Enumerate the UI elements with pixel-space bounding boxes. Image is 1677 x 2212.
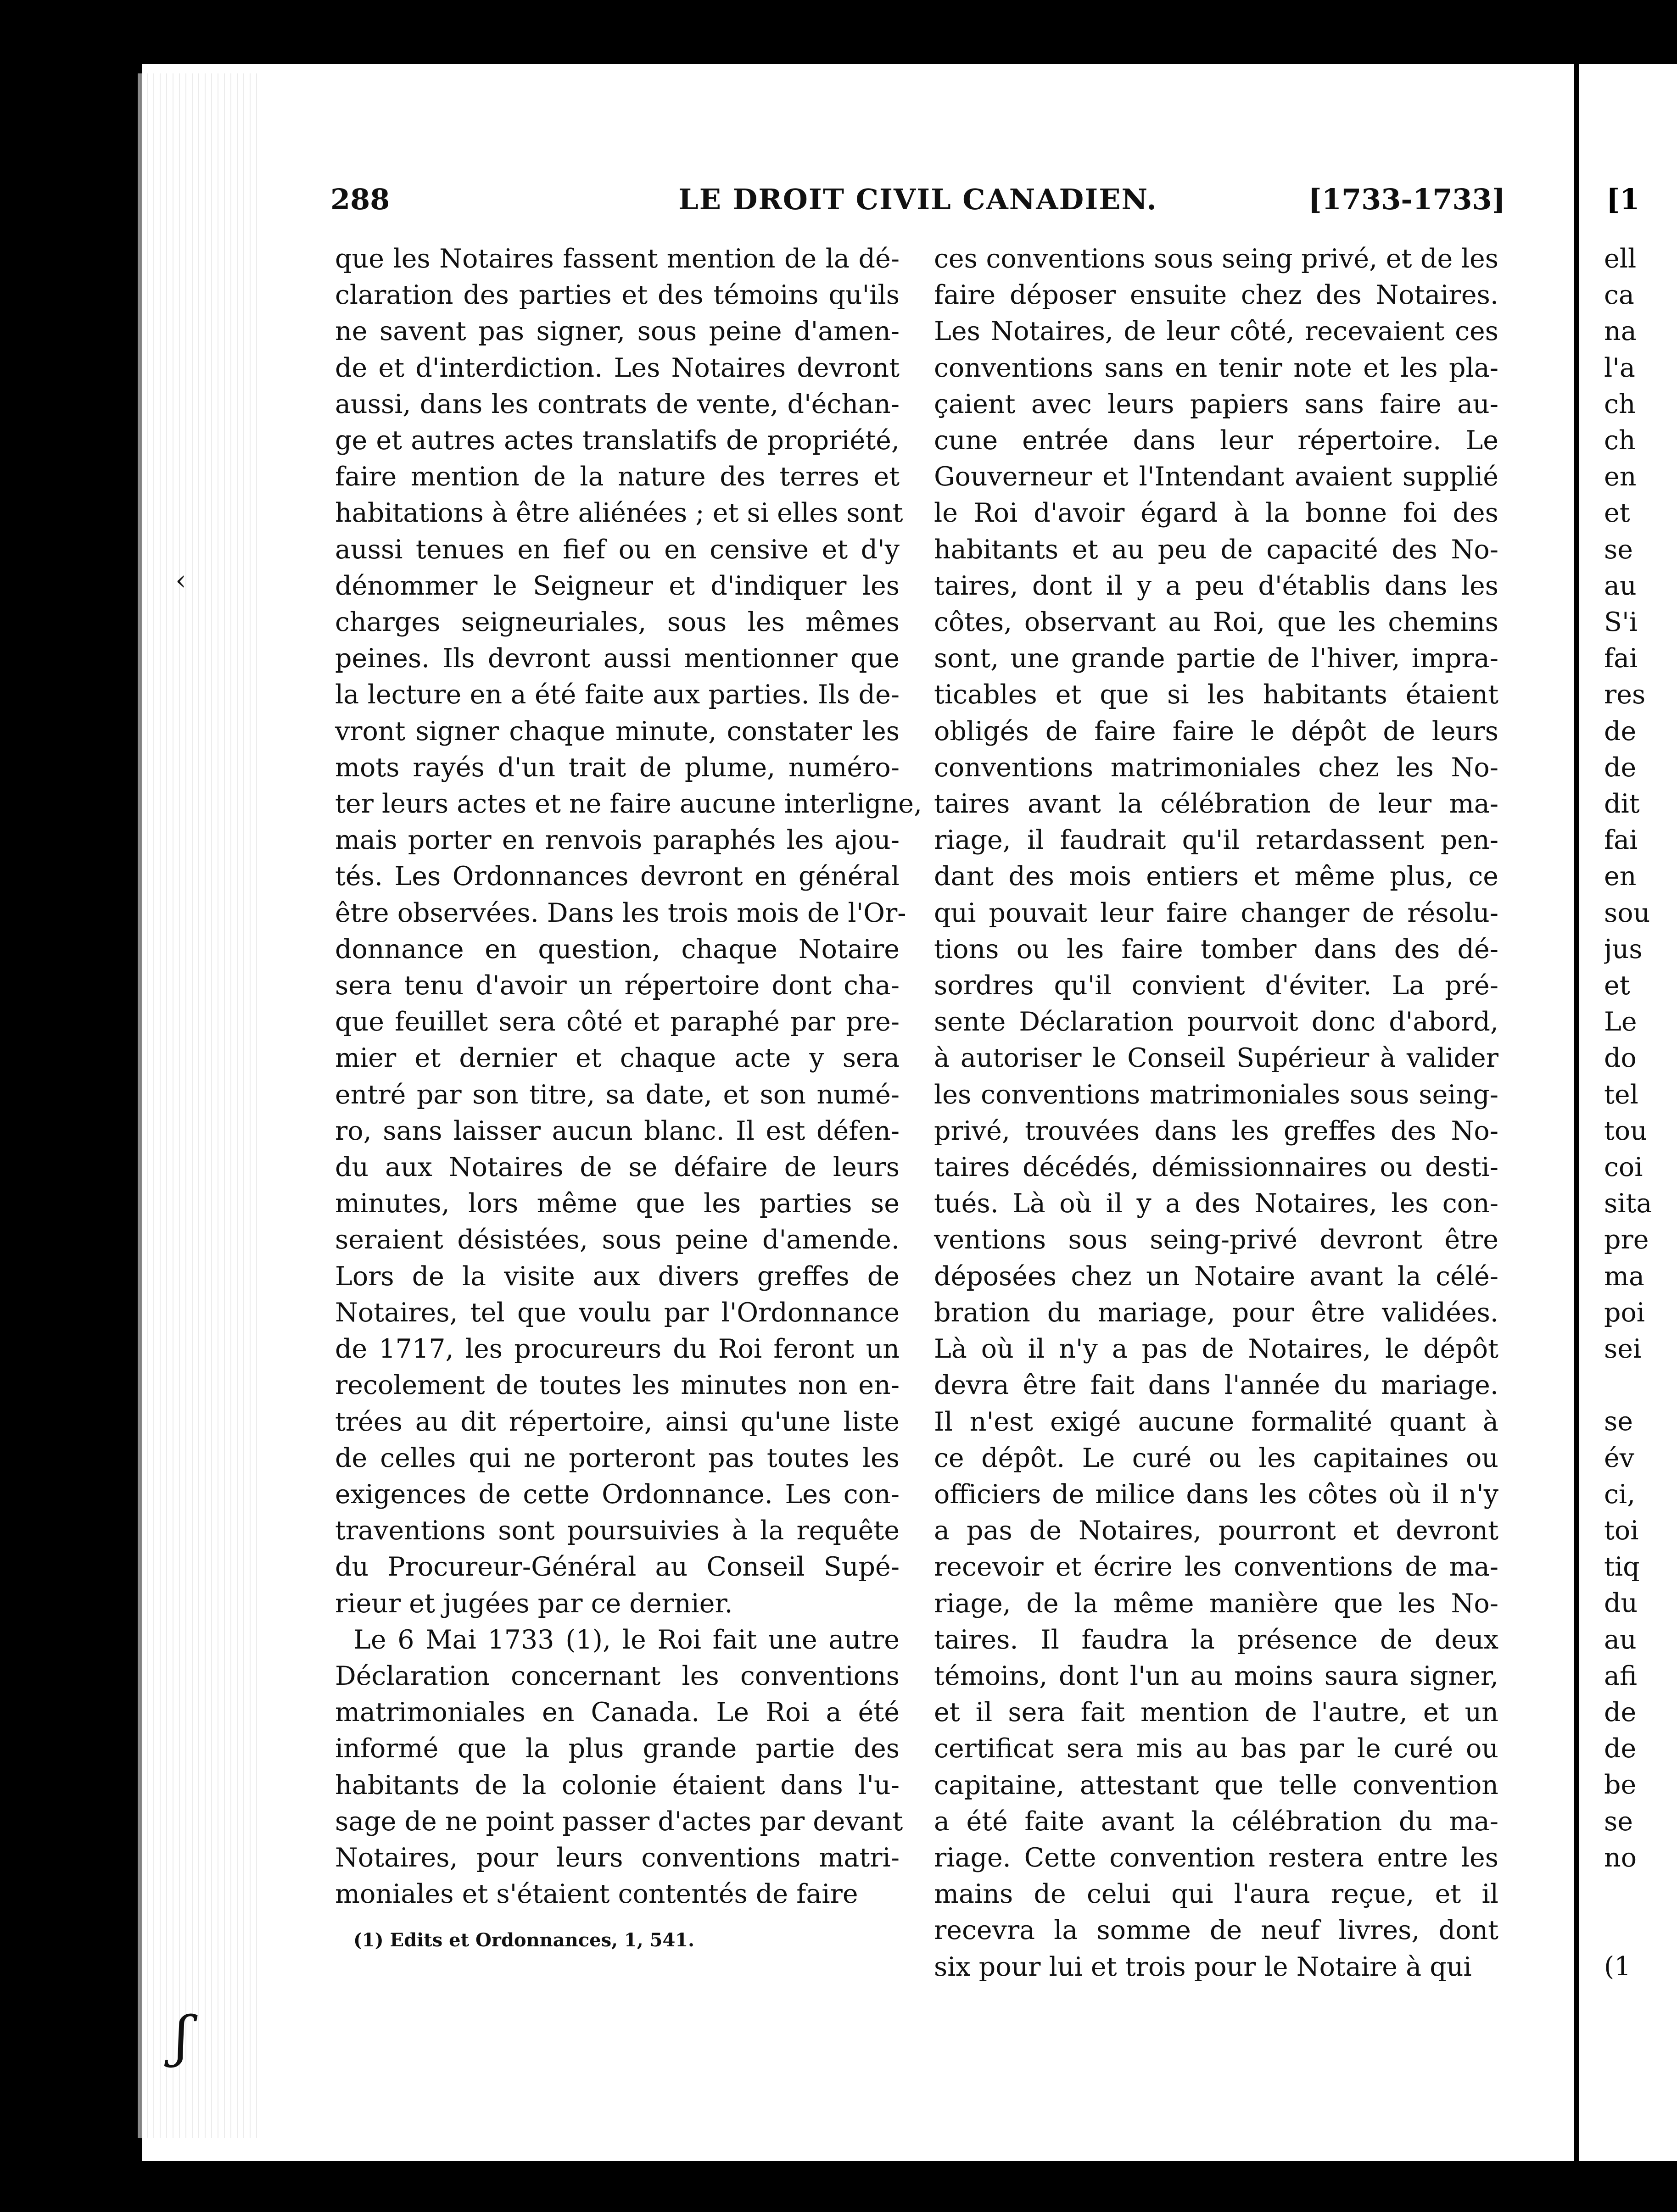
margin-mark: ‹ [175, 564, 186, 596]
text-line: a pas de Notaires, pourront et devront [934, 1516, 1498, 1546]
text-line: Il n'est exigé aucune formalité quant à [934, 1406, 1498, 1437]
text-line: de 1717, les procureurs du Roi feront un [335, 1334, 900, 1365]
next-page-line: se [1604, 1406, 1633, 1437]
text-line: çaient avec leurs papiers sans faire au- [934, 389, 1498, 419]
running-title: LE DROIT CIVIL CANADIEN. [678, 183, 1157, 216]
text-line: ge et autres actes translatifs de propriété, [335, 425, 900, 456]
text-line: qui pouvait leur faire changer de résolu- [934, 897, 1498, 928]
margin-scribble: ʃ [174, 2005, 190, 2069]
text-line: mots rayés d'un trait de plume, numéro- [335, 752, 900, 783]
running-header [330, 183, 1505, 224]
text-line: sordres qu'il convient d'éviter. La pré- [934, 970, 1498, 1001]
text-line: les conventions matrimoniales sous seing- [934, 1079, 1498, 1110]
text-line: témoins, dont l'un au moins saura signer, [934, 1660, 1498, 1691]
text-line: mains de celui qui l'aura reçue, et il [934, 1879, 1498, 1910]
next-page-line: tiq [1604, 1552, 1640, 1582]
text-line: Déclaration concernant les conventions [335, 1660, 900, 1691]
page-edge-shadow [138, 73, 257, 2138]
text-line: de et d'interdiction. Les Notaires devront [335, 352, 900, 383]
text-line: a été faite avant la célébration du ma- [934, 1806, 1498, 1837]
text-line: recevra la somme de neuf livres, dont [934, 1915, 1498, 1946]
next-page-line: pre [1604, 1225, 1649, 1255]
text-line: Notaires, tel que voulu par l'Ordonnance [335, 1297, 900, 1328]
text-line: riage, il faudrait qu'il retardassent pen- [934, 825, 1498, 856]
next-page-line: coi [1604, 1152, 1643, 1182]
next-page-line: de [1604, 752, 1637, 783]
text-line: dant des mois entiers et même plus, ce [934, 861, 1498, 892]
text-line: Le 6 Mai 1733 (1), le Roi fait une autre [353, 1624, 900, 1655]
text-line: riage, de la même manière que les No- [934, 1588, 1498, 1619]
text-line: bration du mariage, pour être validées. [934, 1297, 1498, 1328]
next-page-line: au [1604, 1624, 1637, 1655]
next-page-line: na [1604, 316, 1637, 347]
next-page-line: dit [1604, 789, 1640, 819]
text-line: sont, une grande partie de l'hiver, impra- [934, 643, 1498, 674]
text-line: tués. Là où il y a des Notaires, les con- [934, 1188, 1498, 1219]
next-page-line: ch [1604, 425, 1636, 456]
text-line: informé que la plus grande partie des [335, 1733, 900, 1764]
text-line: Là où il n'y a pas de Notaires, le dépôt [934, 1334, 1498, 1365]
text-line: sera tenu d'avoir un répertoire dont cha- [335, 970, 900, 1001]
next-page-line: afi [1604, 1660, 1638, 1691]
text-line: mier et dernier et chaque acte y sera [335, 1043, 900, 1074]
text-line: claration des parties et des témoins qu'ils [335, 280, 900, 311]
text-line: entré par son titre, sa date, et son numé- [335, 1079, 900, 1110]
text-line: ventions sous seing-privé devront être [934, 1225, 1498, 1255]
text-line: habitants de la colonie étaient dans l'u- [335, 1770, 900, 1800]
text-line: faire déposer ensuite chez des Notaires. [934, 280, 1498, 311]
text-line: traventions sont poursuivies à la requête [335, 1516, 900, 1546]
text-line: certificat sera mis au bas par le curé ou [934, 1733, 1498, 1764]
text-line: de celles qui ne porteront pas toutes les [335, 1443, 900, 1473]
text-line: le Roi d'avoir égard à la bonne foi des [934, 498, 1498, 529]
next-page-line: (1 [1604, 1951, 1631, 1982]
next-page-line: év [1604, 1443, 1634, 1473]
text-line: exigences de cette Ordonnance. Les con- [335, 1479, 900, 1510]
text-line: privé, trouvées dans les greffes des No- [934, 1115, 1498, 1146]
text-line: cune entrée dans leur répertoire. Le [934, 425, 1498, 456]
right-column [934, 241, 1498, 1985]
text-line: et il sera fait mention de l'autre, et un [934, 1697, 1498, 1728]
text-line: officiers de milice dans les côtes où il n'y [934, 1479, 1498, 1510]
text-line: Gouverneur et l'Intendant avaient supplié [934, 462, 1498, 492]
text-line: ces conventions sous seing privé, et de les [934, 244, 1498, 274]
next-page-line: tel [1604, 1079, 1638, 1110]
next-page-line: en [1604, 861, 1637, 892]
text-line: Lors de la visite aux divers greffes de [335, 1261, 900, 1292]
left-column [335, 241, 922, 1912]
next-page-line: jus [1604, 934, 1643, 964]
text-line: déposées chez un Notaire avant la célé- [934, 1261, 1498, 1292]
text-line: du Procureur-Général au Conseil Supé- [335, 1552, 900, 1582]
text-line: capitaine, attestant que telle convention [934, 1770, 1498, 1800]
next-page-line: poi [1604, 1297, 1645, 1328]
next-page-line: sei [1604, 1334, 1642, 1364]
next-page-line: toi [1604, 1516, 1639, 1546]
next-page-line: se [1604, 1806, 1633, 1837]
next-page-line: no [1604, 1842, 1637, 1873]
next-page-line: sou [1604, 897, 1650, 928]
next-page-line: se [1604, 534, 1633, 565]
next-page-line: et [1604, 970, 1630, 1001]
next-page-line: du [1604, 1588, 1638, 1619]
text-line: aussi, dans les contrats de vente, d'échan- [335, 389, 900, 419]
text-line: habitants et au peu de capacité des No- [934, 534, 1498, 565]
text-line: vront signer chaque minute, constater les [335, 716, 900, 747]
next-page-line: ell [1604, 244, 1637, 274]
next-page-line: en [1604, 462, 1637, 492]
next-page-header: [1 [1606, 183, 1640, 216]
book-spine [1574, 64, 1579, 2161]
next-page-line: sita [1604, 1188, 1652, 1219]
text-line: côtes, observant au Roi, que les chemins [934, 607, 1498, 638]
next-page-line: be [1604, 1770, 1637, 1800]
text-line: trées au dit répertoire, ainsi qu'une liste [335, 1406, 900, 1437]
text-line: tions ou les faire tomber dans des dé- [934, 934, 1498, 964]
text-line: devra être fait dans l'année du mariage. [934, 1370, 1498, 1401]
text-line: ne savent pas signer, sous peine d'amen- [335, 316, 900, 347]
text-line: moniales et s'étaient contentés de faire [335, 1879, 858, 1910]
next-page-line: res [1604, 680, 1646, 710]
text-line: que les Notaires fassent mention de la dé- [335, 244, 900, 274]
text-line: sente Déclaration pourvoit donc d'abord, [934, 1007, 1498, 1037]
text-line: être observées. Dans les trois mois de l'Or- [335, 897, 906, 928]
text-line: du aux Notaires de se défaire de leurs [335, 1152, 900, 1183]
next-page-line: fai [1604, 825, 1638, 856]
text-line: charges seigneuriales, sous les mêmes [335, 607, 900, 638]
text-line: Les Notaires, de leur côté, recevaient ces [934, 316, 1498, 347]
text-line: peines. Ils devront aussi mentionner que [335, 643, 900, 674]
text-line: minutes, lors même que les parties se [335, 1188, 900, 1219]
text-line: taires décédés, démissionnaires ou desti- [934, 1152, 1498, 1183]
next-page-line: l'a [1604, 352, 1635, 383]
text-line: ticables et que si les habitants étaient [934, 680, 1498, 710]
next-page-line: ma [1604, 1261, 1645, 1292]
page-number: 288 [330, 183, 390, 216]
text-line: seraient désistées, sous peine d'amende. [335, 1225, 900, 1255]
next-page-line: ca [1604, 280, 1634, 311]
text-line: matrimoniales en Canada. Le Roi a été [335, 1697, 900, 1728]
next-page-line: de [1604, 1733, 1637, 1764]
footnote: (1) Edits et Ordonnances, 1, 541. [353, 1929, 695, 1951]
text-line: Notaires, pour leurs conventions matri- [335, 1842, 900, 1873]
text-line: dénommer le Seigneur et d'indiquer les [335, 570, 900, 601]
text-line: à autoriser le Conseil Supérieur à valider [934, 1043, 1498, 1074]
text-line: ter leurs actes et ne faire aucune interligne, [335, 789, 922, 819]
year-range: [1733-1733] [1308, 183, 1505, 216]
next-page-line: de [1604, 716, 1637, 747]
text-line: taires. Il faudra la présence de deux [934, 1624, 1498, 1655]
next-page-line: Le [1604, 1007, 1637, 1037]
next-page-line: tou [1604, 1115, 1647, 1146]
next-page-line: ci, [1604, 1479, 1636, 1510]
next-page-line: S'i [1604, 607, 1638, 637]
next-page-line: fai [1604, 643, 1638, 674]
text-line: la lecture en a été faite aux parties. Ils de- [335, 680, 900, 710]
text-line: rieur et jugées par ce dernier. [335, 1588, 733, 1619]
next-page-line: de [1604, 1697, 1637, 1727]
text-line: donnance en question, chaque Notaire [335, 934, 900, 964]
text-line: que feuillet sera côté et paraphé par pre- [335, 1007, 900, 1037]
next-page-fragment [1579, 64, 1677, 2161]
text-line: ce dépôt. Le curé ou les capitaines ou [934, 1443, 1498, 1473]
text-line: taires, dont il y a peu d'établis dans les [934, 570, 1498, 601]
text-line: conventions sans en tenir note et les pla- [934, 352, 1498, 383]
next-page-line: ch [1604, 389, 1636, 419]
text-line: recolement de toutes les minutes non en- [335, 1370, 900, 1401]
text-line: sage de ne point passer d'actes par devant [335, 1806, 903, 1837]
next-page-line: do [1604, 1043, 1637, 1074]
text-line: taires avant la célébration de leur ma- [934, 789, 1498, 819]
text-line: faire mention de la nature des terres et [335, 462, 900, 492]
text-line: aussi tenues en fief ou en censive et d'y [335, 534, 900, 565]
text-line: tés. Les Ordonnances devront en général [335, 861, 900, 892]
text-line: recevoir et écrire les conventions de ma- [934, 1552, 1498, 1582]
text-line: obligés de faire faire le dépôt de leurs [934, 716, 1498, 747]
text-line: mais porter en renvois paraphés les ajou- [335, 825, 900, 856]
text-line: riage. Cette convention restera entre les [934, 1842, 1498, 1873]
next-page-line: au [1604, 570, 1637, 601]
text-line: conventions matrimoniales chez les No- [934, 752, 1498, 783]
text-line: ro, sans laisser aucun blanc. Il est défen- [335, 1115, 900, 1146]
text-line: habitations à être aliénées ; et si elles sont [335, 498, 903, 529]
text-line: six pour lui et trois pour le Notaire à qui [934, 1951, 1472, 1982]
next-page-line: et [1604, 498, 1630, 529]
